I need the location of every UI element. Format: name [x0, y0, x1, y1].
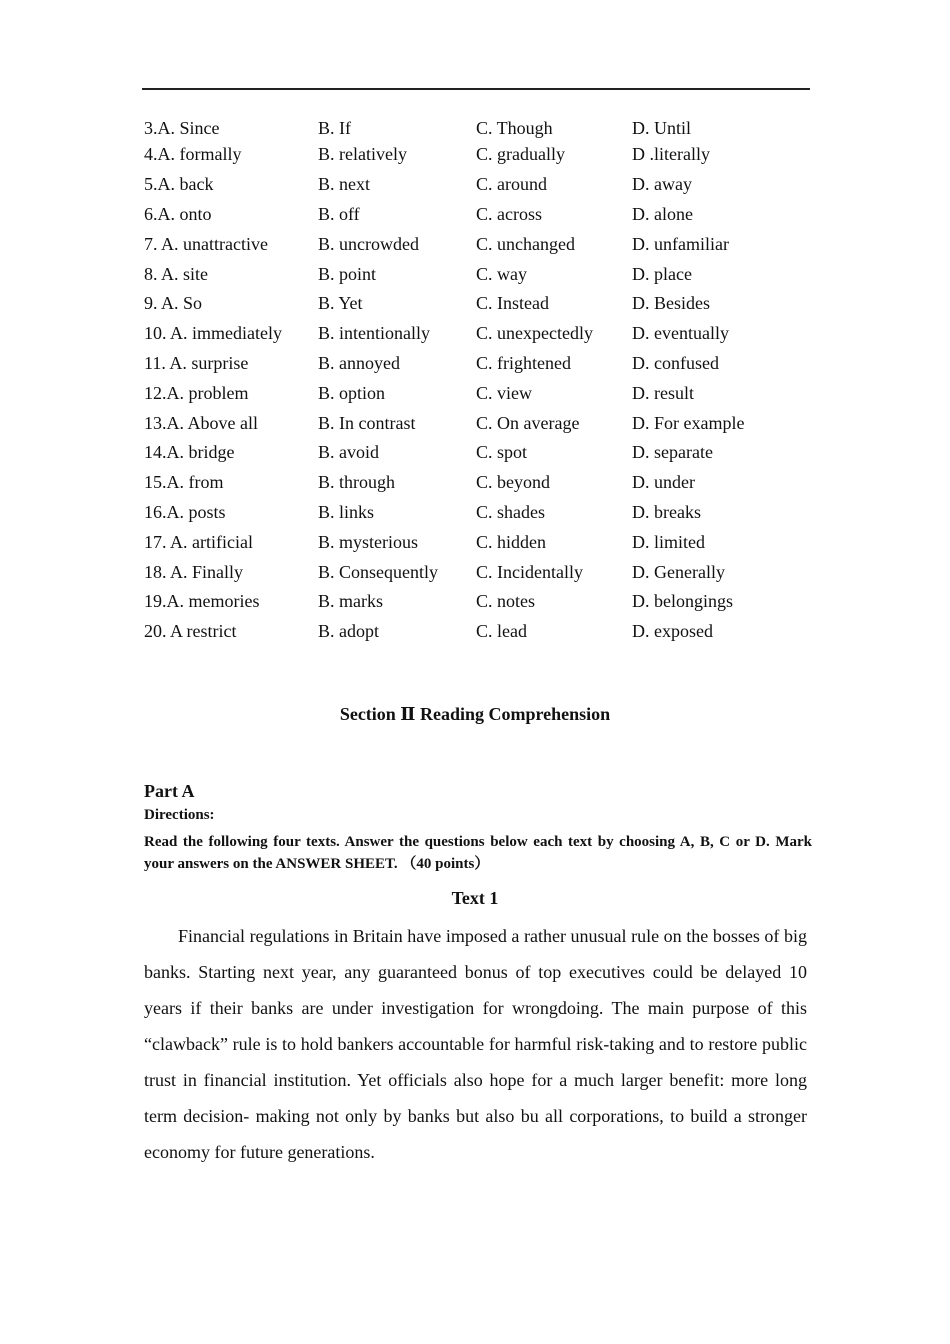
option-cell: C. spot — [476, 442, 528, 463]
option-cell: B. option — [318, 382, 386, 403]
option-cell: C. way — [476, 263, 527, 284]
option-cell: 14.A. bridge — [144, 442, 235, 463]
option-row — [144, 468, 824, 498]
option-cell: D. For example — [632, 412, 745, 433]
option-cell: 11. A. surprise — [144, 352, 249, 373]
option-row — [144, 498, 824, 528]
option-cell: B. point — [318, 263, 377, 284]
option-cell: B. avoid — [318, 442, 379, 463]
option-row — [144, 349, 824, 379]
option-cell: 15.A. from — [144, 472, 224, 493]
option-row — [144, 229, 824, 259]
directions-label: Directions: — [144, 807, 215, 823]
option-cell: D. under — [632, 472, 695, 493]
header-rule — [142, 88, 810, 90]
answer-options — [144, 117, 824, 647]
option-row — [144, 170, 824, 200]
option-cell: C. around — [476, 174, 547, 195]
option-cell: B. through — [318, 472, 396, 493]
option-row — [144, 200, 824, 230]
option-cell: C. lead — [476, 621, 527, 642]
option-cell: 4.A. formally — [144, 144, 242, 165]
option-cell: 8. A. site — [144, 263, 209, 284]
option-cell: B. If — [318, 118, 351, 138]
option-cell: B. relatively — [318, 144, 407, 165]
option-row — [144, 259, 824, 289]
option-cell: B. adopt — [318, 621, 379, 642]
option-cell: C. notes — [476, 591, 536, 612]
option-cell: 16.A. posts — [144, 501, 226, 522]
option-cell: B. Yet — [318, 293, 363, 314]
section-title: Section Ⅱ Reading Comprehension — [339, 704, 611, 724]
option-cell: 18. A. Finally — [144, 561, 244, 582]
option-row — [144, 408, 824, 438]
option-cell: 5.A. back — [144, 174, 214, 195]
option-cell: B. mysterious — [318, 531, 419, 552]
option-cell: C. frightened — [476, 352, 571, 373]
option-cell: 3.A. Since — [144, 118, 220, 138]
option-row — [144, 527, 824, 557]
option-cell: C. On average — [476, 412, 580, 433]
option-cell: D. Generally — [632, 561, 725, 582]
text-title: Text 1 — [451, 888, 499, 908]
option-cell: 13.A. Above all — [144, 412, 258, 433]
option-cell: D. breaks — [632, 501, 701, 522]
option-cell: 10. A. immediately — [144, 323, 282, 344]
part-title: Part A — [144, 781, 195, 801]
option-cell: D. belongings — [632, 591, 733, 612]
option-cell: D. Until — [632, 118, 692, 138]
option-cell: C. hidden — [476, 531, 546, 552]
option-cell: B. uncrowded — [318, 233, 419, 254]
option-cell: B. In contrast — [318, 412, 416, 433]
option-row — [144, 557, 824, 587]
option-cell: C. across — [476, 203, 542, 224]
directions-text: Read the following four texts. Answer the questions below each text by choosing A, B, C or D. Mark your answers on the ANSWER SHEET. （40 points） — [144, 834, 812, 872]
option-cell: 12.A. problem — [144, 382, 249, 403]
option-cell: C. unchanged — [476, 233, 575, 254]
option-cell: D .literally — [632, 144, 710, 165]
option-cell: C. beyond — [476, 472, 550, 493]
option-cell: D. exposed — [632, 621, 713, 642]
option-cell: 6.A. onto — [144, 203, 212, 224]
option-row — [144, 438, 824, 468]
option-cell: D. result — [632, 382, 694, 403]
option-cell: D. confused — [632, 352, 719, 373]
option-cell: 17. A. artificial — [144, 531, 253, 552]
option-cell: D. unfamiliar — [632, 233, 729, 254]
option-cell: 20. A restrict — [144, 621, 237, 642]
option-cell: C. Incidentally — [476, 561, 583, 582]
option-cell: C. shades — [476, 501, 545, 522]
option-cell: D. limited — [632, 531, 705, 552]
option-row — [144, 587, 824, 617]
option-cell: C. Though — [476, 118, 553, 138]
option-cell: C. unexpectedly — [476, 323, 593, 344]
option-row — [144, 289, 824, 319]
option-cell: D. separate — [632, 442, 713, 463]
option-row — [144, 140, 824, 170]
option-cell: B. annoyed — [318, 352, 400, 373]
option-cell: B. marks — [318, 591, 383, 612]
option-cell: D. place — [632, 263, 692, 284]
option-row — [144, 617, 824, 647]
passage: Financial regulations in Britain have imposed a rather unusual rule on the bosses of big banks. Starting next year, any guaranteed bonus of top executives could be delayed 10 years if their banks are under investigation for wrongdoing. The main purpose of this “clawback” rule is to hold bankers accountable for harmful risk-taking and to restore public trust in financial institution. Yet officials also hope for a much larger benefit: more long term decision- making not only by banks but also bu all corporations, to build a stronger economy for future generations. — [144, 926, 807, 1162]
option-cell: 7. A. unattractive — [144, 233, 268, 254]
option-cell: 9. A. So — [144, 293, 203, 314]
option-cell: C. Instead — [476, 293, 549, 314]
option-row — [144, 378, 824, 408]
option-row — [144, 117, 824, 140]
option-cell: D. alone — [632, 203, 693, 224]
option-row — [144, 319, 824, 349]
option-cell: C. gradually — [476, 144, 565, 165]
option-cell: D. eventually — [632, 323, 729, 344]
option-cell: B. off — [318, 203, 360, 224]
option-cell: 19.A. memories — [144, 591, 260, 612]
option-cell: D. away — [632, 174, 692, 195]
option-cell: B. links — [318, 501, 375, 522]
option-cell: B. Consequently — [318, 561, 438, 582]
option-cell: D. Besides — [632, 293, 710, 314]
option-cell: B. next — [318, 174, 370, 195]
option-cell: C. view — [476, 382, 532, 403]
option-cell: B. intentionally — [318, 323, 430, 344]
